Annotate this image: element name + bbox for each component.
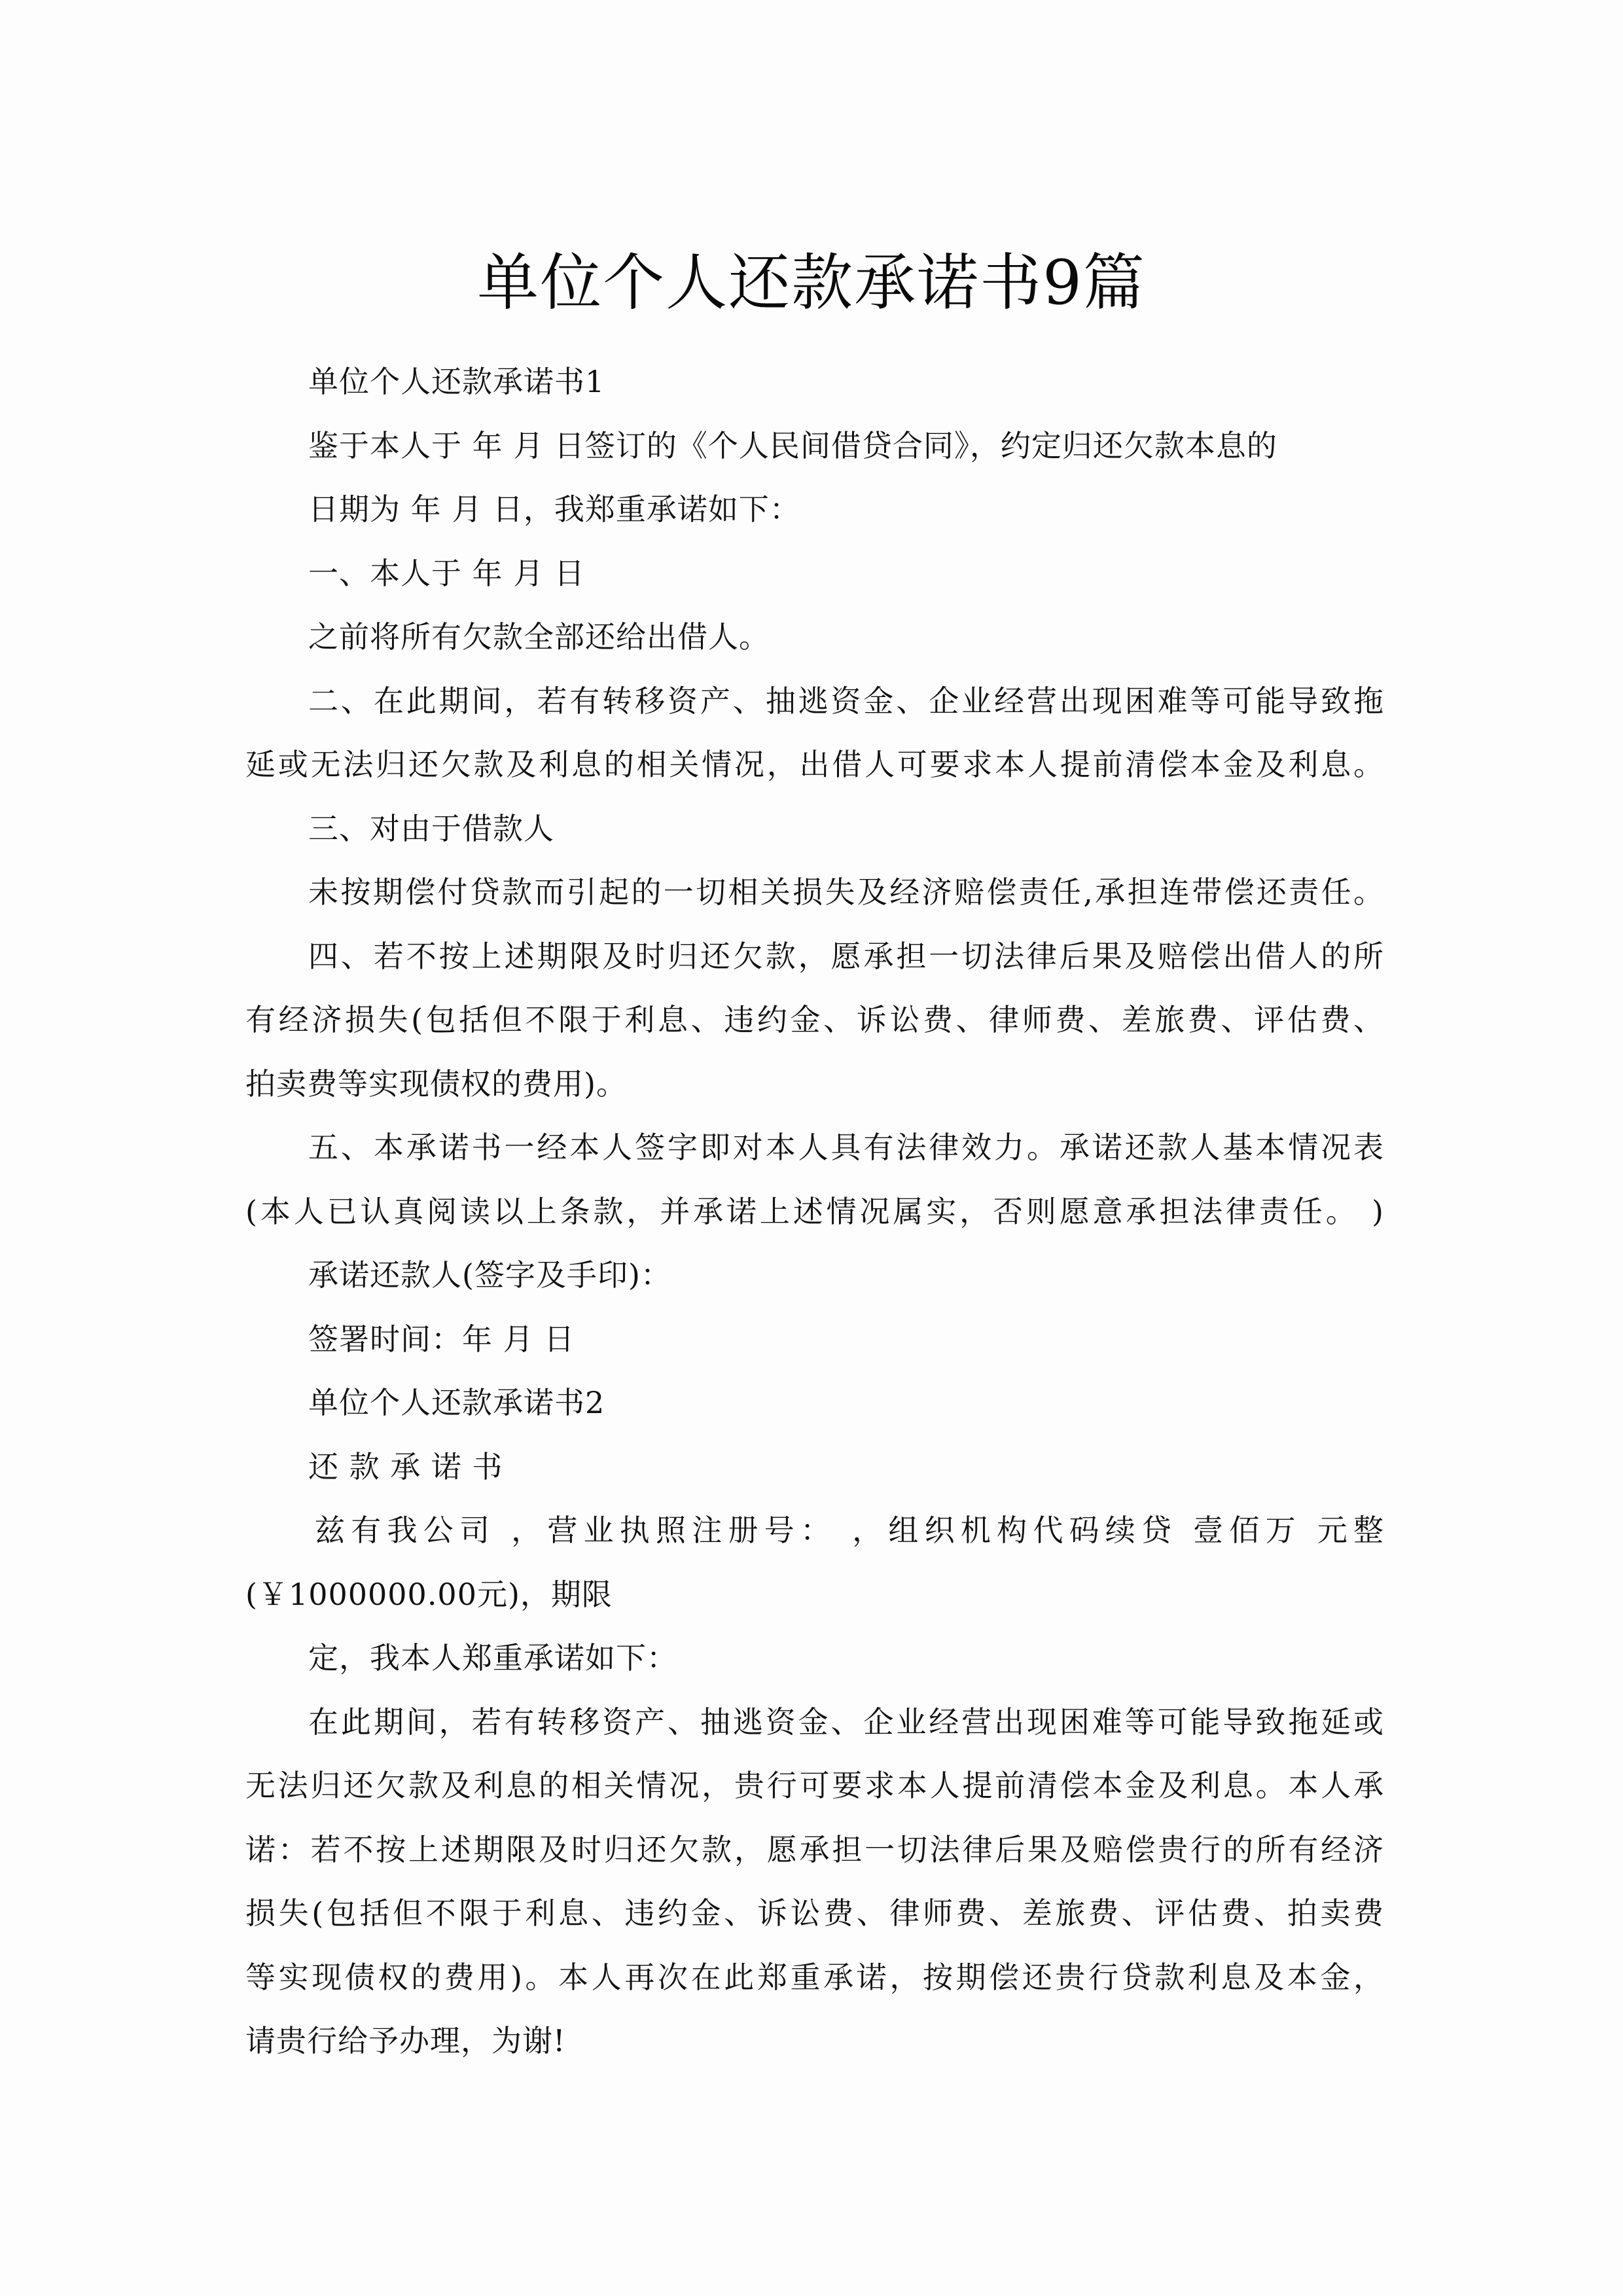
clause-4-line: 四、若不按上述期限及时归还欠款，愿承担一切法律后果及赔偿出借人的所 xyxy=(308,938,1384,974)
signature-label: 承诺还款人(签字及手印)： xyxy=(308,1257,671,1293)
paragraph-line: 诺：若不按上述期限及时归还欠款，愿承担一切法律后果及赔偿贵行的所有经济 xyxy=(245,1831,1384,1867)
clause-1-line: 之前将所有欠款全部还给出借人。 xyxy=(308,619,770,655)
paragraph-line: 损失(包括但不限于利息、违约金、诉讼费、律师费、差旅费、评估费、拍卖费 xyxy=(245,1895,1384,1931)
clause-2-line: 延或无法归还欠款及利息的相关情况，出借人可要求本人提前清偿本金及利息。 xyxy=(245,747,1384,782)
clause-4-line: 拍卖费等实现债权的费用)。 xyxy=(245,1066,627,1102)
paragraph-line: (￥1000000.00元)，期限 xyxy=(245,1576,613,1612)
clause-5-line: 五、本承诺书一经本人签字即对本人具有法律效力。承诺还款人基本情况表 xyxy=(308,1130,1384,1165)
paragraph-line: 在此期间，若有转移资产、抽逃资金、企业经营出现困难等可能导致拖延或 xyxy=(308,1704,1384,1740)
clause-3-line: 三、对由于借款人 xyxy=(308,810,554,846)
clause-2-line: 二、在此期间，若有转移资产、抽逃资金、企业经营出现困难等可能导致拖 xyxy=(308,683,1384,719)
section-heading-1: 单位个人还款承诺书1 xyxy=(308,364,605,399)
clause-5-line: (本人已认真阅读以上条款，并承诺上述情况属实，否则愿意承担法律责任。 ) xyxy=(245,1193,1384,1229)
paragraph-line: 定，我本人郑重承诺如下： xyxy=(308,1640,677,1676)
paragraph-line: 无法归还欠款及利息的相关情况，贵行可要求本人提前清偿本金及利息。本人承 xyxy=(245,1768,1384,1803)
paragraph-line: 等实现债权的费用)。本人再次在此郑重承诺，按期偿还贵行贷款利息及本金， xyxy=(245,1959,1384,1995)
clause-1-line: 一、本人于 年 月 日 xyxy=(308,555,585,591)
clause-4-line: 有经济损失(包括但不限于利息、违约金、诉讼费、律师费、差旅费、评估费、 xyxy=(245,1002,1384,1037)
section-heading-2: 单位个人还款承诺书2 xyxy=(308,1385,605,1420)
clause-3-line: 未按期偿付贷款而引起的一切相关损失及经济赔偿责任,承担连带偿还责任。 xyxy=(308,874,1384,910)
subheading: 还 款 承 诺 书 xyxy=(308,1448,503,1484)
paragraph-line: 鉴于本人于 年 月 日签订的《个人民间借贷合同》，约定归还欠款本息的 xyxy=(308,427,1277,463)
paragraph-line: 兹有我公司 ，营业执照注册号： ，组织机构代码续贷 壹佰万 元整 xyxy=(315,1513,1384,1548)
document-title: 单位个人还款承诺书9篇 xyxy=(477,247,1146,319)
signing-date-label: 签署时间：年 月 日 xyxy=(308,1321,575,1357)
document-body xyxy=(245,350,1384,2073)
paragraph-line: 请贵行给予办理，为谢! xyxy=(245,2023,566,2058)
paragraph-line: 日期为 年 月 日，我郑重承诺如下： xyxy=(308,492,800,527)
